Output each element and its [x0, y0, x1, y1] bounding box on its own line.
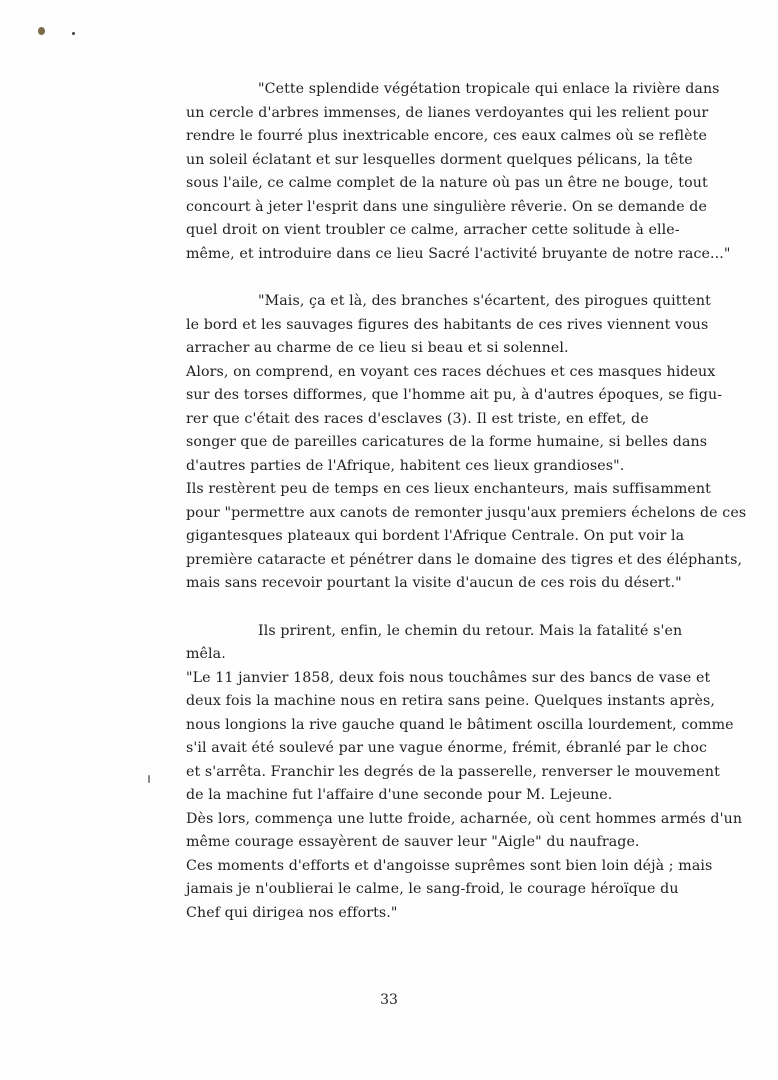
ink-speck — [148, 775, 150, 783]
text-line: même courage essayèrent de sauver leur "Aigle" du naufrage. — [186, 834, 640, 850]
text-line: Ils prirent, enfin, le chemin du retour. Mais la fatalité s'en — [258, 622, 683, 639]
text-line: quel droit on vient troubler ce calme, arracher cette solitude à elle- — [186, 222, 680, 238]
paragraph-gap — [186, 596, 766, 620]
text-line: d'autres parties de l'Afrique, habitent ces lieux grandioses". — [186, 457, 625, 474]
text-line: jamais je n'oublierai le calme, le sang-froid, le courage héroïque du — [186, 881, 679, 897]
page-number: 33 — [380, 992, 398, 1008]
text-line: pour "permettre aux canots de remonter jusqu'aux premiers échelons de ces — [186, 504, 747, 521]
text-line: concourt à jeter l'esprit dans une singulière rêverie. On se demande de — [186, 198, 707, 215]
text-line: et s'arrêta. Franchir les degrés de la passerelle, renverser le mouvement — [186, 763, 720, 780]
text-line: "Cette splendide végétation tropicale qui enlace la rivière dans — [258, 81, 720, 97]
text-line: un soleil éclatant et sur lesquelles dorment quelques pélicans, la tête — [186, 151, 693, 168]
text-line: songer que de pareilles caricatures de la forme humaine, si belles dans — [186, 434, 708, 450]
text-line: gigantesques plateaux qui bordent l'Afrique Centrale. On put voir la — [186, 528, 685, 544]
body-text — [186, 78, 766, 925]
text-line: première cataracte et pénétrer dans le domaine des tigres et des éléphants, — [186, 551, 743, 568]
text-line: rer que c'était des races d'esclaves (3). Il est triste, en effet, de — [186, 410, 649, 427]
text-line: mêla. — [186, 646, 226, 662]
text-line: même, et introduire dans ce lieu Sacré l'activité bruyante de notre race..." — [186, 245, 731, 262]
text-line: un cercle d'arbres immenses, de lianes verdoyantes qui les relient pour — [186, 104, 709, 121]
text-line: le bord et les sauvages figures des habitants de ces rives viennent vous — [186, 316, 709, 333]
text-line: arracher au charme de ce lieu si beau et si solennel. — [186, 340, 569, 356]
text-line: Alors, on comprend, en voyant ces races déchues et ces masques hideux — [186, 363, 716, 380]
text-line: Dès lors, commença une lutte froide, acharnée, où cent hommes armés d'un — [186, 810, 743, 827]
text-line: nous longions la rive gauche quand le bâtiment oscilla lourdement, comme — [186, 716, 734, 733]
text-line: Ils restèrent peu de temps en ces lieux enchanteurs, mais suffisamment — [186, 481, 711, 497]
ink-speck — [72, 32, 75, 35]
text-line: sur des torses difformes, que l'homme ait pu, à d'autres époques, se figu- — [186, 387, 723, 403]
text-line: mais sans recevoir pourtant la visite d'aucun de ces rois du désert." — [186, 575, 682, 591]
text-line: s'il avait été soulevé par une vague énorme, frémit, ébranlé par le choc — [186, 740, 708, 756]
paragraph — [186, 78, 766, 266]
text-line: "Mais, ça et là, des branches s'écartent, des pirogues quittent — [258, 293, 711, 309]
paragraph — [186, 620, 766, 926]
paragraph — [186, 290, 766, 596]
text-line: "Le 11 janvier 1858, deux fois nous touchâmes sur des bancs de vase et — [186, 669, 711, 686]
text-line: rendre le fourré plus inextricable encore, ces eaux calmes où se reflète — [186, 128, 707, 144]
text-line: Ces moments d'efforts et d'angoisse suprêmes sont bien loin déjà ; mais — [186, 857, 713, 874]
text-line: de la machine fut l'affaire d'une seconde pour M. Lejeune. — [186, 787, 613, 803]
paragraph-gap — [186, 266, 766, 290]
text-line: sous l'aile, ce calme complet de la nature où pas un être ne bouge, tout — [186, 175, 708, 191]
ink-speck — [38, 27, 45, 35]
text-line: Chef qui dirigea nos efforts." — [186, 904, 398, 921]
text-line: deux fois la machine nous en retira sans peine. Quelques instants après, — [186, 693, 715, 709]
